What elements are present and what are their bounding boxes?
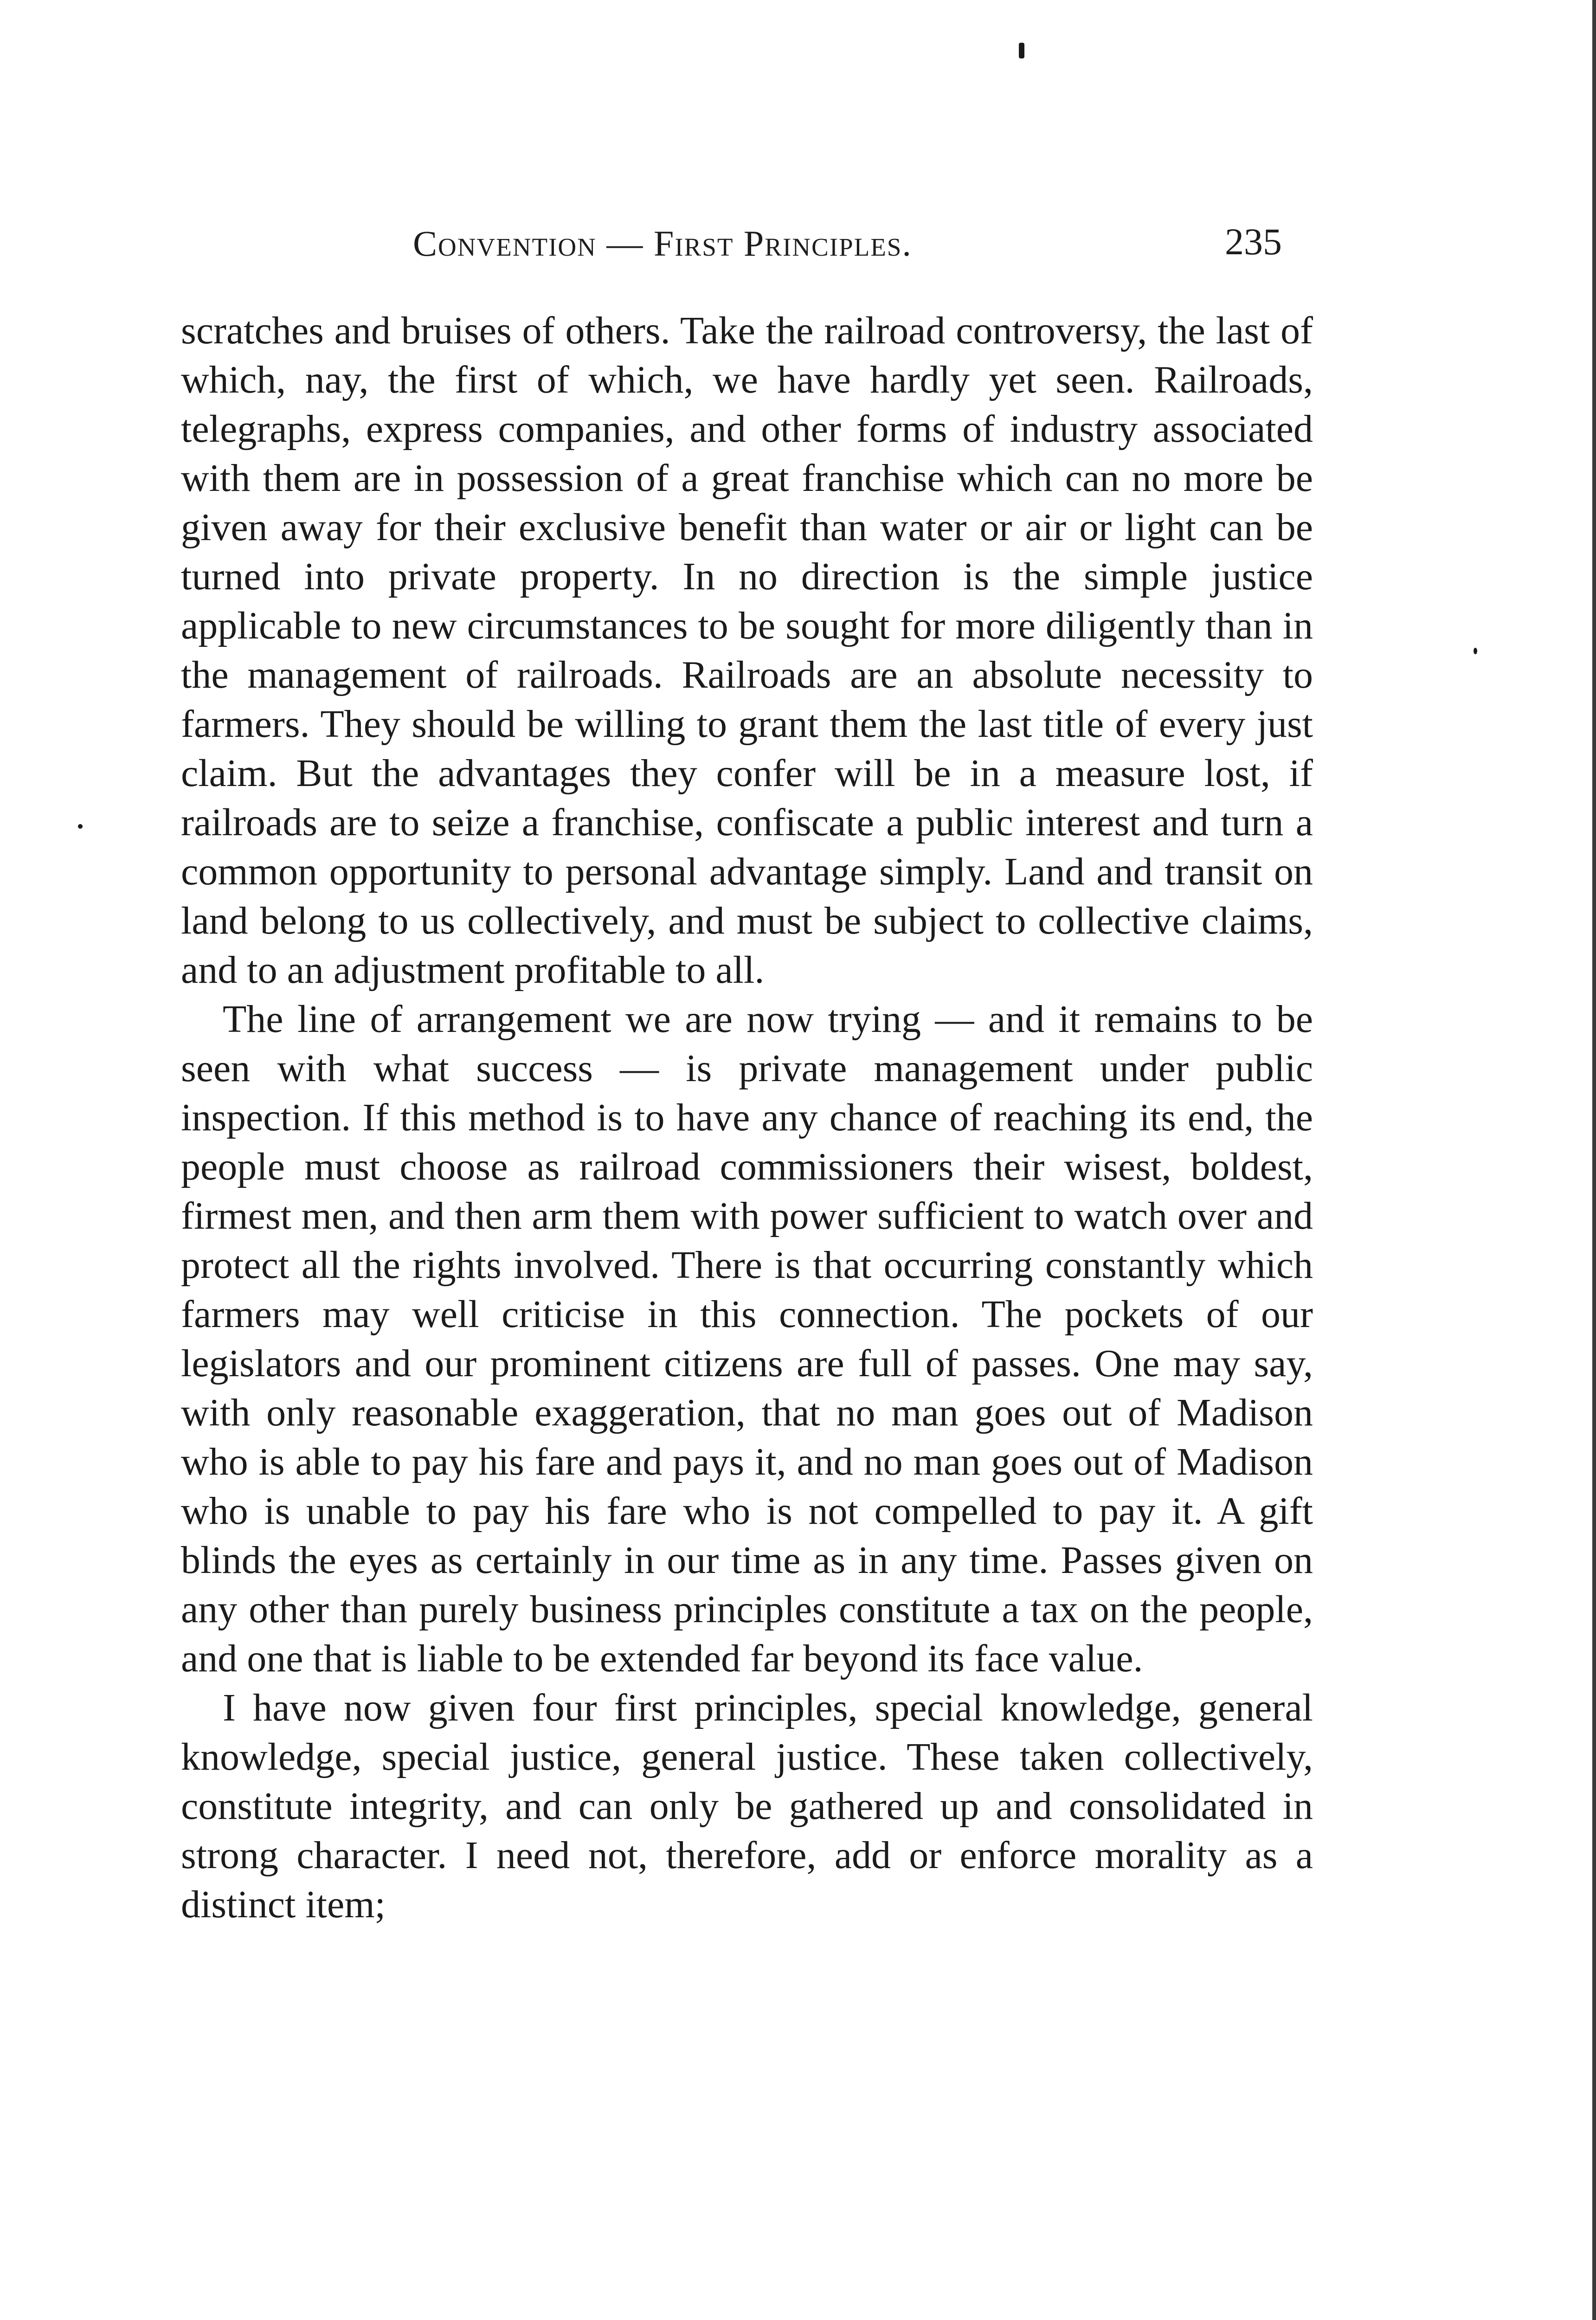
paragraph-1: scratches and bruises of others. Take the railroad controversy, the last of which, nay, the first of which, we have hardly yet seen. Railroads, telegraphs, express companies, and other forms of industry associated with them are in possession of a great franchise which can no more be given away for their exclusive benefit than water or air or light can be turned into private property. In no direction is the simple justice applicable to new circumstances to be sought for more diligently than in the management of railroads. Railroads are an absolute necessity to farmers. They should be willing to grant them the last title of every just claim. But the advantages they confer will be in a measure lost, if railroads are to seize a franchise, confiscate a public interest and turn a common opportunity to personal advantage simply. Land and transit on land belong to us collectively, and must be subject to collective claims, and to an adjustment profitable to all.: [181, 309, 1313, 992]
body-text: [181, 306, 1313, 1929]
scan-right-edge: [1592, 0, 1596, 2320]
ink-speck-left: [78, 824, 83, 829]
paragraph-2: The line of arrangement we are now trying — and it remains to be seen with what success — is private management under public inspection. If this method is to have any chance of reaching its end, the people must choose as railroad commissioners their wisest, boldest, firmest men, and then arm them with power sufficient to watch over and protect all the rights involved. There is that occurring constantly which farmers may well criticise in this connection. The pockets of our legislators and our prominent citizens are full of passes. One may say, with only reasonable exaggeration, that no man goes out of Madison who is able to pay his fare and pays it, and no man goes out of Madison who is unable to pay his fare who is not compelled to pay it. A gift blinds the eyes as certainly in our time as in any time. Passes given on any other than purely business principles constitute a tax on the people, and one that is liable to be extended far beyond its face value.: [181, 998, 1313, 1680]
paragraph-3: I have now given four first principles, special knowledge, general knowledge, special justice, general justice. These taken collectively, constitute integrity, and can only be gathered up and consolidated in strong character. I need not, therefore, add or enforce morality as a distinct item;: [181, 1686, 1313, 1926]
running-title: Convention — First Principles.: [413, 223, 912, 264]
page-number: 235: [1225, 220, 1282, 263]
ink-speck-top: [1019, 43, 1024, 58]
ink-speck-right: [1474, 648, 1477, 654]
